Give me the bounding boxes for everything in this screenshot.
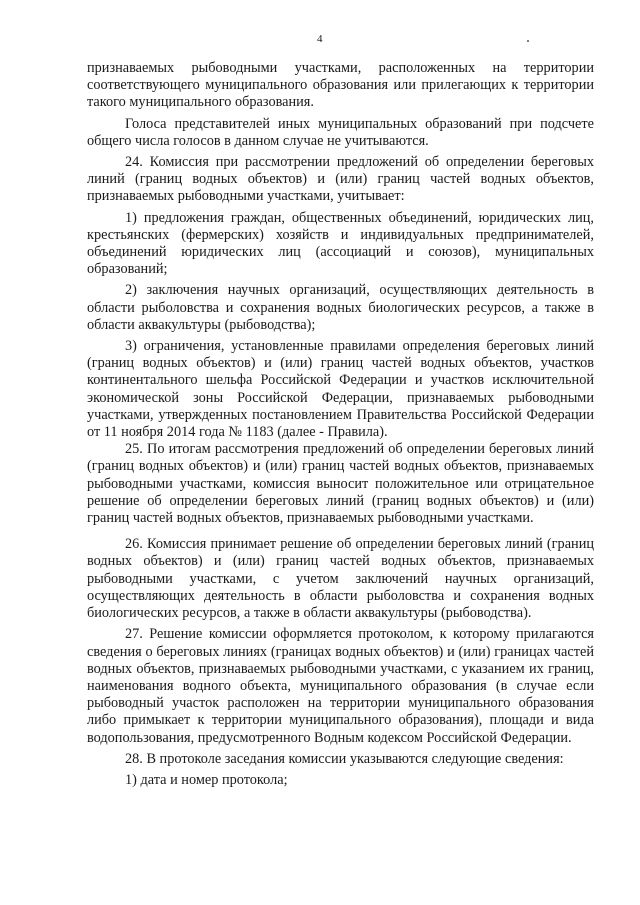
paragraph-24-item-3: 3) ограничения, установленные правилами определения береговых линий (границ водных объектов) и (или) границ частей водных объектов, участков континентального шельфа Российской Федерации и участков исключительной экономической зоны Российской Федерации, признаваемых рыбоводными участками, утвержденных постановлением Правительства Российской Федерации от 11 ноября 2014 года № 1183 (далее - Правила).: [87, 338, 594, 441]
page-number: 4: [317, 33, 323, 45]
paragraph-25: 25. По итогам рассмотрения предложений об определении береговых линий (границ водных объектов) и (или) границ частей водных объектов, признаваемых рыбоводными участками, комиссия выносит положительное или отрицательное решение об определении береговых линий (границ водных объектов) и (или) границ частей водных объектов, признаваемых рыбоводными участками.: [87, 441, 594, 527]
paragraph-24-item-1: 1) предложения граждан, общественных объединений, юридических лиц, крестьянских (фермерских) хозяйств и индивидуальных предпринимателей, объединений юридических лиц (ассоциаций и союзов), муниципальных образований;: [87, 209, 594, 278]
paragraph-continuation: признаваемых рыбоводными участками, расположенных на территории соответствующего муниципального образования или прилегающих к территории такого муниципального образования.: [87, 60, 594, 111]
paragraph-28: 28. В протоколе заседания комиссии указываются следующие сведения:: [125, 750, 564, 767]
paragraph-votes: Голоса представителей иных муниципальных образований при подсчете общего числа голосов в данном случае не учитываются.: [87, 115, 594, 149]
paragraph-28-item-1: 1) дата и номер протокола;: [125, 771, 288, 788]
scan-speck: [527, 40, 529, 42]
paragraph-24: 24. Комиссия при рассмотрении предложений об определении береговых линий (границ водных объектов) и (или) границ частей водных объектов, признаваемых рыбоводными участками, учитывает:: [87, 154, 594, 205]
paragraph-24-item-2: 2) заключения научных организаций, осуществляющих деятельность в области рыболовства и сохранения водных биологических ресурсов, а также в области аквакультуры (рыбоводства);: [87, 282, 594, 333]
document-body: [87, 60, 594, 789]
paragraph-27: 27. Решение комиссии оформляется протоколом, к которому прилагаются сведения о береговых линиях (границах водных объектов) и (или) границах частей водных объектов, признаваемых рыбоводными участками, с указанием их границ, наименования водного объекта, муниципального образования (в случае если рыбоводный участок расположен на территории муниципального образования либо примыкает к территории муниципального образования), площади и вида водопользования, предусмотренного Водным кодексом Российской Федерации.: [87, 626, 594, 746]
paragraph-26: 26. Комиссия принимает решение об определении береговых линий (границ водных объектов) и (или) границ частей водных объектов, признаваемых рыбоводными участками, с учетом заключений научных организаций, осуществляющих деятельность в области рыболовства и сохранения водных биологических ресурсов, а также в области аквакультуры (рыбоводства).: [87, 536, 594, 622]
